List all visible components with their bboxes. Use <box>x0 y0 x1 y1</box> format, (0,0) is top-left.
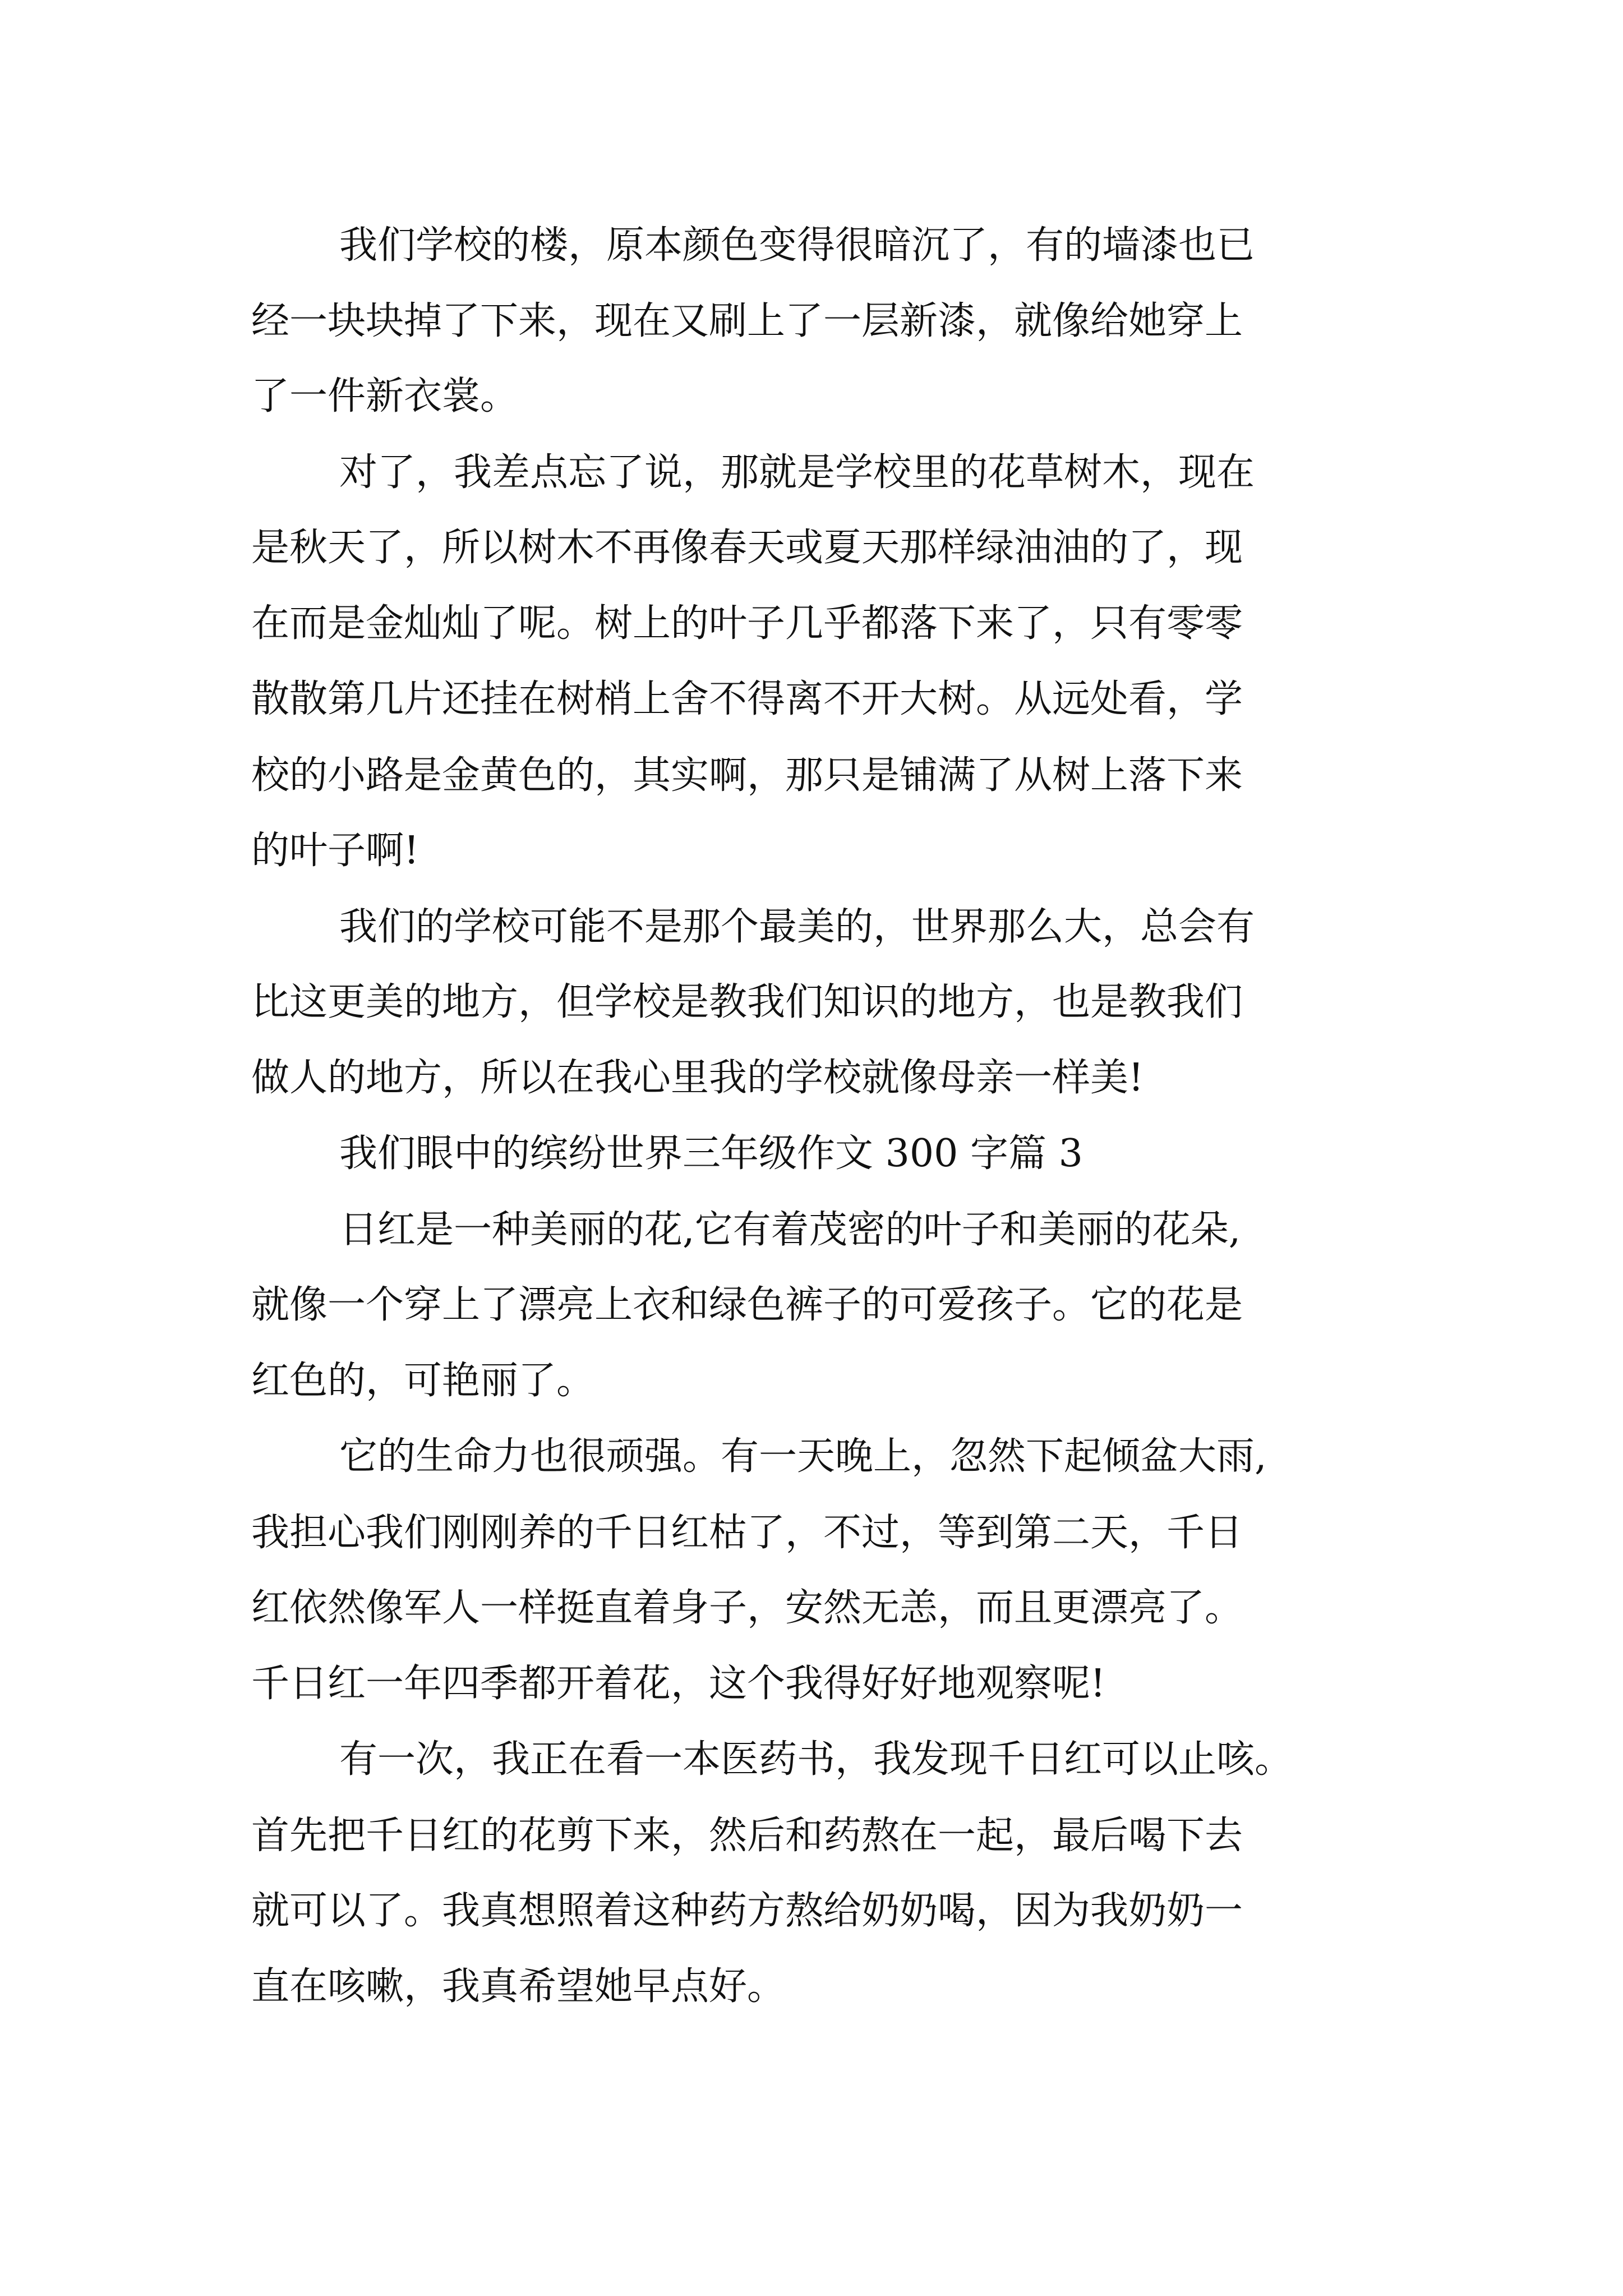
paragraph-line: 是秋天了，所以树木不再像春天或夏天那样绿油油的了，现 <box>251 526 1243 570</box>
paragraph-line: 经一块块掉了下来，现在又刷上了一层新漆，就像给她穿上 <box>251 299 1243 343</box>
paragraph-line: 红色的，可艳丽了。 <box>251 1359 595 1403</box>
paragraph-line: 就像一个穿上了漂亮上衣和绿色裤子的可爱孩子。它的花是 <box>251 1283 1243 1327</box>
paragraph-line: 有一次，我正在看一本医药书，我发现千日红可以止咳。 <box>339 1737 1293 1782</box>
paragraph-line: 它的生命力也很顽强。有一天晚上，忽然下起倾盆大雨, <box>339 1434 1267 1479</box>
paragraph-line: 就可以了。我真想照着这种药方熬给奶奶喝，因为我奶奶一 <box>251 1889 1243 1933</box>
paragraph-line: 比这更美的地方，但学校是教我们知识的地方，也是教我们 <box>251 980 1243 1024</box>
paragraph-line: 首先把千日红的花剪下来，然后和药熬在一起，最后喝下去 <box>251 1814 1243 1858</box>
paragraph-line: 千日红一年四季都开着花，这个我得好好地观察呢! <box>251 1662 1106 1706</box>
paragraph-line: 校的小路是金黄色的，其实啊，那只是铺满了从树上落下来 <box>251 753 1243 798</box>
paragraph-line: 直在咳嗽，我真希望她早点好。 <box>251 1964 786 2009</box>
paragraph-line: 在而是金灿灿了呢。树上的叶子几乎都落下来了，只有零零 <box>251 601 1243 646</box>
paragraph-line: 做人的地方，所以在我心里我的学校就像母亲一样美! <box>251 1056 1144 1100</box>
paragraph-line: 红依然像军人一样挺直着身子，安然无恙，而且更漂亮了。 <box>251 1586 1243 1630</box>
paragraph-line: 的叶子啊! <box>251 829 419 873</box>
paragraph-line: 对了，我差点忘了说，那就是学校里的花草树木，现在 <box>339 450 1255 495</box>
paragraph-line: 我们学校的楼，原本颜色变得很暗沉了，有的墙漆也已 <box>339 223 1255 268</box>
section-heading: 我们眼中的缤纷世界三年级作文 300 字篇 3 <box>339 1131 1083 1176</box>
paragraph-line: 日红是一种美丽的花,它有着茂密的叶子和美丽的花朵, <box>339 1208 1241 1252</box>
paragraph-line: 了一件新衣裳。 <box>251 374 519 418</box>
paragraph-line: 散散第几片还挂在树梢上舍不得离不开大树。从远处看，学 <box>251 677 1243 721</box>
paragraph-line: 我担心我们刚刚养的千日红枯了，不过，等到第二天，千日 <box>251 1511 1243 1555</box>
paragraph-line: 我们的学校可能不是那个最美的，世界那么大，总会有 <box>339 905 1255 949</box>
